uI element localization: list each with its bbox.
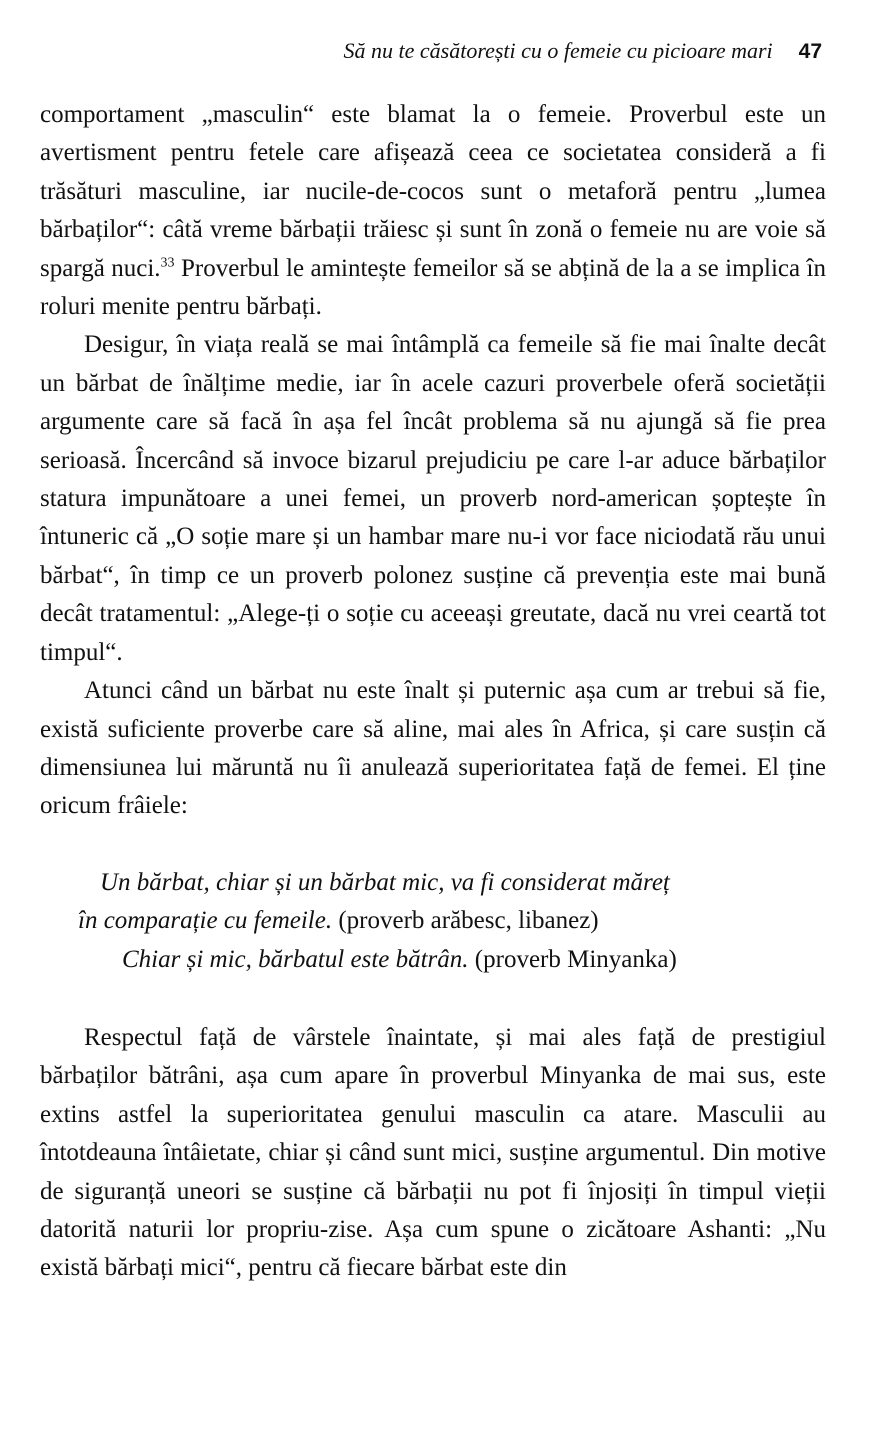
quote-italic: Un bărbat, chiar și un bărbat mic, va fi considerat măreț: [100, 868, 670, 896]
quote-source: (proverb arăbesc, libanez): [332, 907, 599, 935]
quote-italic: Chiar și mic, bărbatul este bătrân.: [122, 945, 469, 973]
running-title: Să nu te căsătorești cu o femeie cu picioare mari: [343, 38, 773, 63]
paragraph-2: Desigur, în viața reală se mai întâmplă ca femeile să fie mai înalte decât un bărbat de înălțime medie, iar în acele cazuri proverbele oferă societății argumente care să facă în așa fel încât problema să nu ajungă să fie prea serioasă. Încercând să invoce bizarul prejudiciu pe care l-ar aduce bărbaților statura impunătoare a unei femei, un proverb nord-american șoptește în întuneric că „O soție mare și un hambar mare nu-i vor face niciodată rău unui bărbat“, în timp ce un proverb polonez susține că prevenția este mai bună decât tratamentul: „Alege-ți o soție cu aceeași greutate, dacă nu vrei ceartă tot timpul“.: [40, 331, 826, 666]
running-header: [40, 38, 822, 72]
paragraph-3: Atunci când un bărbat nu este înalt și puternic așa cum ar trebui să fie, există suficiente proverbe care să aline, mai ales în Africa, și care susțin că dimensiunea lui măruntă nu îi anulează superioritatea față de femei. El ține oricum frâiele:: [40, 677, 826, 820]
proverb-quote-block: [40, 864, 826, 979]
quote-line: [40, 902, 826, 940]
quote-source: (proverb Minyanka): [468, 945, 677, 973]
paragraph-4: Respectul față de vârstele înaintate, și mai ales față de prestigiul bărbaților bătrâni, așa cum apare în proverbul Minyanka de mai sus, este extins astfel la superioritatea genului masculin ca atare. Masculii au întotdeauna întâietate, chiar și când sunt mici, susține argumentul. Din motive de siguranță uneori se susține că bărbații nu pot fi înjosiți în timpul vieții datorită naturii lor propriu-zise. Așa cum spune o zicătoare Ashanti: „Nu există bărbați mici“, pentru că fiecare bărbat este din: [40, 1023, 826, 1282]
paragraph-1-continuation: Proverbul le amintește femeilor să se abțină de la a se implica în roluri menite pentru bărbați.: [40, 254, 826, 321]
page-number: 47: [798, 40, 822, 63]
body-text: [40, 96, 826, 1288]
paragraph-1: [40, 96, 826, 326]
quote-line: [40, 864, 826, 902]
quote-italic: în comparație cu femeile.: [78, 907, 333, 935]
quote-line: [40, 941, 826, 979]
footnote-marker[interactable]: 33: [160, 255, 175, 271]
paragraph-1-text: comportament „masculin“ este blamat la o femeie. Proverbul este un avertisment pentru fetele care afișează ceea ce societatea consideră a fi trăsături masculine, iar nucile-de-cocos sunt o metaforă pentru „lumea bărbaților“: câtă vreme bărbații trăiesc și sunt în zonă o femeie nu are voie să spargă nuci.: [40, 101, 826, 282]
